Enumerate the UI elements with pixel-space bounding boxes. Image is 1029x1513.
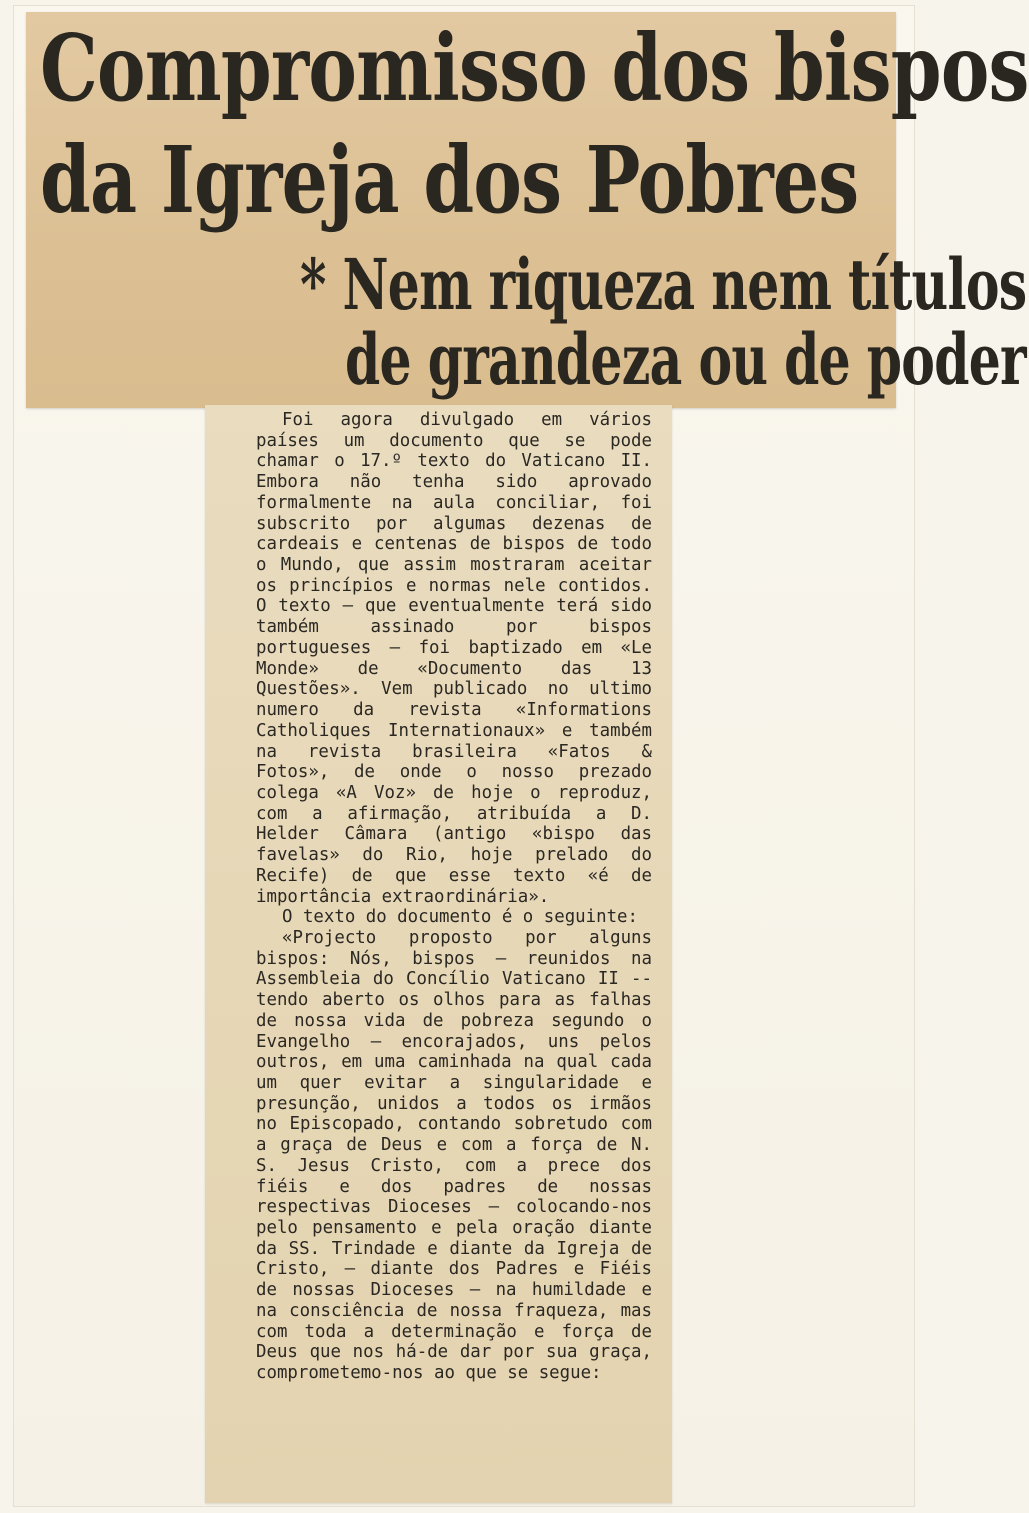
article-paragraph-2: O texto do documento é o seguinte: [282,907,638,928]
article-body [256,410,652,1384]
headline-line-2: da Igreja dos Pobres [40,126,859,234]
headline-line-1: Compromisso dos bispos [40,14,1029,122]
article-paragraph-3: «Projecto proposto por alguns bispos: Nós, bispos — reunidos na Assembleia do Concílio Vaticano II -- tendo aberto os olhos para as falhas de nossa vida de pobreza segundo o Evangelho — encorajados, uns pelos outros, em uma caminhada na qual cada um quer evitar a singularidade e presunção, unidos a todos os irmãos no Episcopado, contando sobretudo com a graça de Deus e com a força de N. S. Jesus Cristo, com a prece dos fiéis e dos padres de nossas respectivas Dioceses — colocando-nos pelo pensamento e pela oração diante da SS. Trindade e diante da Igreja de Cristo, — diante dos Padres e Fiéis de nossas Dioceses — na humildade e na consciência de nossa fraqueza, mas com toda a determinação e força de Deus que nos há-de dar por sua graça, comprometemo-nos ao que se segue: [256,927,652,1384]
article-paragraph-1: Foi agora divulgado em vários países um documento que se pode chamar o 17.º texto do Vaticano II. Embora não tenha sido aprovado formalmente na aula conciliar, foi subscrito por algumas dezenas de cardeais e centenas de bispos de todo o Mundo, que assim mostraram aceitar os princípios e normas nele contidos. O texto — que eventualmente terá sido também assinado por bispos portugueses — foi baptizado em «Le Monde» de «Documento das 13 Questões». Vem publicado no ultimo numero da revista «Informations Catholiques Internationaux» e também na revista brasileira «Fatos & Fotos», de onde o nosso prezado colega «A Voz» de hoje o reproduz, com a afirmação, atribuída a D. Helder Câmara (antigo «bispo das favelas» do Rio, hoje prelado do Recife) de que esse texto «é de importância extraordinária». [256,410,652,907]
subheadline-line-1: * Nem riqueza nem títulos [300,243,1027,326]
subheadline-line-2: de grandeza ou de poder [345,318,1026,401]
